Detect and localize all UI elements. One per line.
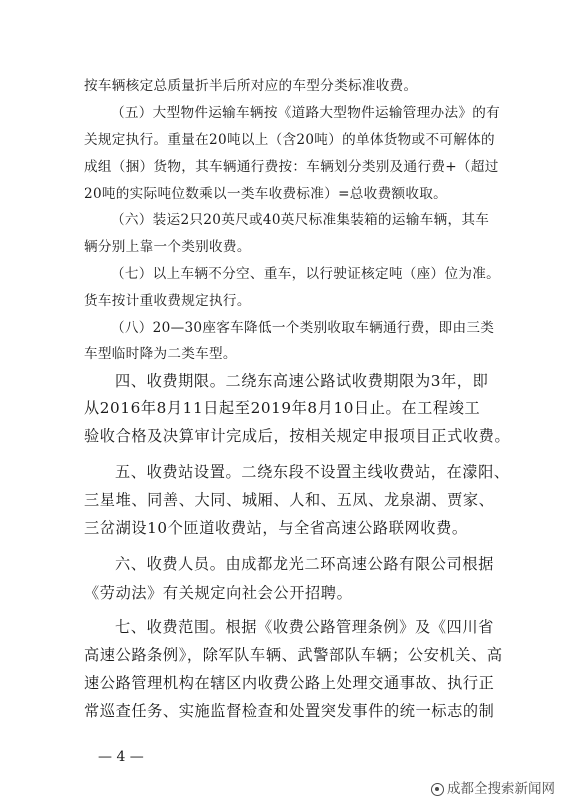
text-line: （七）以上车辆不分空、重车，以行驶证核定吨（座）位为准。	[111, 266, 501, 282]
page-number: — 4 —	[98, 749, 144, 765]
section-heading-line: 七、收费范围。根据《收费公路管理条例》及《四川省	[115, 618, 494, 636]
text-line: 关规定执行。重量在20吨以上（含20吨）的单体货物或不可解体的	[84, 132, 495, 148]
text-line: （八）20—30座客车降低一个类别收取车辆通行费，即由三类	[111, 320, 495, 336]
watermark	[431, 780, 555, 797]
text-line: （五）大型物件运输车辆按《道路大型物件运输管理办法》的有	[111, 105, 501, 121]
text-line: 20吨的实际吨位数乘以一类车收费标准）=总收费额收取。	[84, 186, 448, 202]
text-line: 三岔湖设10个匝道收费站，与全省高速公路联网收费。	[84, 519, 468, 537]
watermark-logo-icon	[431, 783, 444, 796]
text-line: 按车辆核定总质量折半后所对应的车型分类标准收费。	[84, 78, 418, 94]
text-line: 高速公路条例》，除军队车辆、武警部队车辆；公安机关、高	[84, 646, 503, 664]
text-line: 辆分别上靠一个类别收费。	[84, 239, 251, 255]
text-line: 速公路管理机构在辖区内收费公路上处理交通事故、执行正	[84, 674, 495, 692]
text-line: 验收合格及决算审计完成后，按相关规定申报项目正式收费。	[84, 427, 511, 445]
text-line: 货车按计重收费规定执行。	[84, 293, 251, 309]
section-heading-line: 四、收费期限。二绕东高速公路试收费期限为3年，即	[115, 372, 489, 390]
text-line: 成组（捆）货物，其车辆通行费按：车辆划分类别及通行费+（超过	[84, 159, 499, 175]
text-line: 常巡查任务、实施监督检查和处置突发事件的统一标志的制	[84, 702, 495, 720]
section-heading-line: 六、收费人员。由成都龙光二环高速公路有限公司根据	[115, 555, 494, 573]
text-line: 车型临时降为二类车型。	[84, 346, 237, 362]
text-line: （六）装运2只20英尺或40英尺标准集装箱的运输车辆，其车	[111, 212, 490, 228]
text-line: 三星堆、同善、大同、城厢、人和、五凤、龙泉湖、贾家、	[84, 491, 495, 509]
watermark-text: 成都全搜索新闻网	[447, 780, 555, 797]
section-heading-line: 五、收费站设置。二绕东段不设置主线收费站，在濛阳、	[115, 463, 510, 481]
text-line: 《劳动法》有关规定向社会公开招聘。	[84, 584, 353, 602]
text-line: 从2016年8月11日起至2019年8月10日止。在工程竣工	[84, 399, 481, 417]
